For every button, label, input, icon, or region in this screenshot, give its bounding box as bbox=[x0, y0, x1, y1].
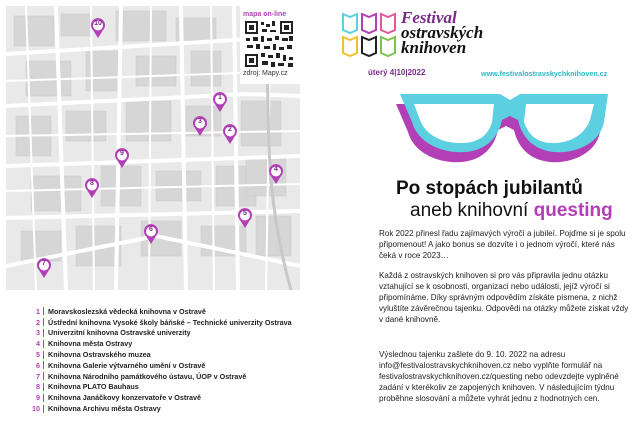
map-pin-4[interactable]: 4 bbox=[268, 164, 284, 185]
map-pin-6[interactable]: 6 bbox=[143, 224, 159, 245]
intro-paragraph: Rok 2022 přinesl řadu zajímavých výročí a jubileí. Pojďme si je spolu připomenout! A jako bonus se dozvíte i o jednom výročí, které nás čeká v roce 2023… bbox=[379, 229, 626, 260]
qr-title: mapa on-line bbox=[243, 11, 287, 18]
map-pin-2[interactable]: 2 bbox=[222, 124, 238, 145]
legend-item: 2 Ústřední knihovna Vysoké školy báňské – Technické univerzity Ostrava bbox=[36, 317, 292, 327]
map-pin-10[interactable]: 10 bbox=[90, 18, 106, 39]
library-legend bbox=[30, 306, 310, 414]
right-panel bbox=[316, 0, 633, 422]
map-pin-3[interactable]: 3 bbox=[192, 116, 208, 137]
legend-item: 8 Knihovna PLATO Bauhaus bbox=[36, 382, 139, 392]
map-pin-5[interactable]: 5 bbox=[237, 208, 253, 229]
page-heading: Po stopách jubilantů bbox=[396, 178, 583, 199]
map-pin-9[interactable]: 9 bbox=[114, 148, 130, 169]
festival-title-line2: ostravských bbox=[401, 23, 484, 42]
map-pin-7[interactable]: 7 bbox=[36, 258, 52, 279]
festival-website-link[interactable]: www.festivalostravskychknihoven.cz bbox=[481, 69, 608, 78]
festival-title bbox=[401, 10, 483, 55]
legend-item: 9 Knihovna Janáčkovy konzervatoře v Ostravě bbox=[36, 393, 202, 403]
festival-date: úterý 4|10|2022 bbox=[368, 68, 426, 77]
submission-paragraph: Výslednou tajenku zašlete do 9. 10. 2022 na adresu info@festivalostravskychknihoven.cz nebo vyplňte formulář na festivalostravskychknihoven.cz/questing nebo odevzdejte vyplněné zadání v kterékoliv ze zapojených knihoven. V následujícím týdnu proběhne slosování a můžete vyhrát jednu z hodnotných cen. bbox=[379, 350, 619, 403]
legend-item: 3 Univerzitní knihovna Ostravské univerzity bbox=[36, 328, 191, 338]
left-panel bbox=[0, 0, 316, 422]
legend-item: 7 Knihovna Národního památkového ústavu, ÚOP v Ostravě bbox=[36, 371, 247, 381]
legend-item: 5 Knihovna Ostravského muzea bbox=[36, 350, 151, 360]
legend-item: 10 Knihovna Archivu města Ostravy bbox=[32, 404, 161, 414]
map-source: zdroj: Mapy.cz bbox=[243, 70, 288, 77]
map-pin-1[interactable]: 1 bbox=[212, 92, 228, 113]
map-pin-8[interactable]: 8 bbox=[84, 178, 100, 199]
legend-item: 1 Moravskoslezská vědecká knihovna v Ostravě bbox=[36, 306, 206, 316]
qr-code-icon[interactable] bbox=[244, 20, 294, 68]
festival-title-line1: Festival bbox=[401, 8, 457, 27]
legend-item: 6 Knihovna Galerie výtvarného umění v Ostravě bbox=[36, 360, 206, 370]
books-logo-icon bbox=[341, 10, 399, 60]
glasses-icon bbox=[394, 88, 614, 166]
page-subheading: aneb knihovní questing bbox=[410, 200, 613, 221]
rules-paragraph: Každá z ostravských knihoven si pro vás připravila jednu otázku vztahující se k osobnosti, organizaci nebo události, jejíž výročí si připomínáme. Díky správným odpovědím získáte písmena, z nichž vyluštíte závěrečnou tajenku. Odpovědi na otázky můžete získat vždy v dané knihovně. bbox=[379, 271, 629, 324]
legend-item: 4 Knihovna města Ostravy bbox=[36, 339, 133, 349]
festival-title-line3: knihoven bbox=[401, 38, 467, 57]
